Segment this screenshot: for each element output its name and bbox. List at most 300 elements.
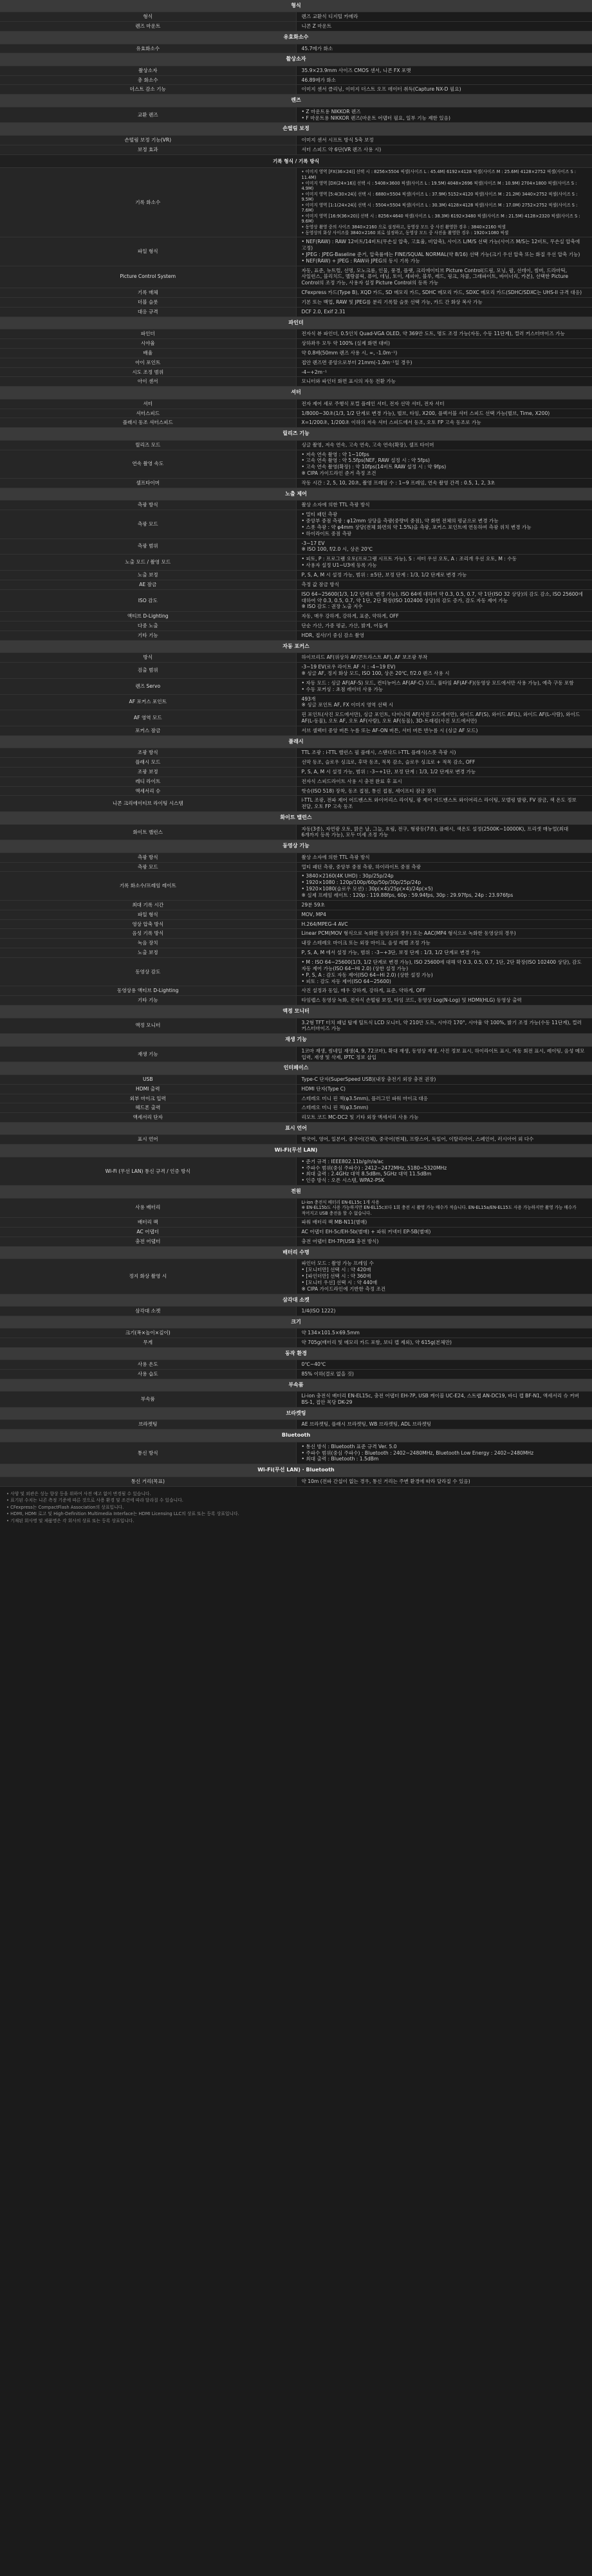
spec-value: 이미지 센서 클리닝, 이미지 더스트 오프 데이터 취득(Capture NX-D 필요) [296, 85, 592, 95]
spec-value: X=1/200초, 1/200초 이하의 저속 셔터 스피드에서 동조, 오토 FP 고속 동조로 가능 [296, 418, 592, 428]
spec-label: 기타 기능 [0, 996, 296, 1006]
spec-row [0, 367, 592, 377]
section-title: 노출 제어 [0, 488, 592, 500]
spec-value: • M : ISO 64~25600(1/3, 1/2 단계로 변경 가능), ISO 25600에 대해 약 0.3, 0.5, 0.7, 1단, 2단 확장(ISO 102400 상당), 감도 자동 제어 가능(ISO 64~Hi 2.0) (상한 설정 가능) • P, S, A : 감도 자동 제어(ISO 64~Hi 2.0) (상한 설정 가능) • 피토 : 감도 자동 제어(ISO 64~25600) [296, 958, 592, 986]
section-title: 기록 형식 / 기록 방식 [0, 154, 592, 168]
spec-value: • 이미지 영역 [FX(36×24)] 선택 시 : 8256×5504 픽셀(사이즈 L : 45.4M) 6192×4128 픽셀(사이즈 M : 25.6M) 4128×2752 픽셀(사이즈 S : 11.4M) • 이미지 영역 [DX(24×16)] 선택 시 : 5408×3600 픽셀(사이즈 L : 19.5M) 4048×2696 픽셀(사이즈 M : 10.9M) 2704×1800 픽셀(사이즈 S : 4.9M) • 이미지 영역 [5:4(30×24)] 선택 시 : 6880×5504 픽셀(사이즈 L : 37.9M) 5152×4120 픽셀(사이즈 M : 21.2M) 3440×2752 픽셀(사이즈 S : 9.5M) • 이미지 영역 [1:1(24×24)] 선택 시 : 5504×5504 픽셀(사이즈 L : 30.3M) 4128×4128 픽셀(사이즈 M : 17.0M) 2752×2752 픽셀(사이즈 S : 7.6M) • 이미지 영역 [16:9(36×20)] 선택 시 : 8256×4640 픽셀(사이즈 L : 38.3M) 6192×3480 픽셀(사이즈 M : 21.5M) 4128×2320 픽셀(사이즈 S : 9.6M) • 동영상 촬영 중의 사이즈 3840×2160 으로 설정하고, 동영상 모드 중 사진 촬영한 경우 : 3840×2160 픽셀 • 동영상의 화상 사이즈를 3840×2160 외로 설정하고, 동영상 모드 중 사진을 촬영한 경우 : 1920×1080 픽셀 [296, 168, 592, 237]
spec-value: • 통신 방식 : Bluetooth 표준 규격 Ver. 5.0 • 주파수 범위(중심 주파수) : Bluetooth : 2402~2480MHz, Bluetooth Low Energy : 2402~2480MHz • 최대 출력 : Bluetooth : 1.5dBm [296, 1442, 592, 1464]
section-title: 액정 모니터 [0, 1006, 592, 1018]
spec-value: 작동 시간 : 2, 5, 10, 20초, 촬영 프레임 수 : 1~9 프레임, 연속 촬영 간격 : 0.5, 1, 2, 3초 [296, 478, 592, 488]
spec-row [0, 1420, 592, 1430]
spec-row [0, 929, 592, 939]
spec-label: 액세서리 슈 [0, 786, 296, 796]
section-header [0, 840, 592, 852]
section-title: 촬상소자 [0, 53, 592, 66]
spec-row [0, 1094, 592, 1103]
spec-value: 선막 동조, 슬로우 싱크로, 후막 동조, 적목 감소, 슬로우 싱크로 + 적목 감소, OFF [296, 758, 592, 768]
spec-row [0, 266, 592, 288]
spec-row [0, 1018, 592, 1034]
spec-value: DCF 2.0, Exif 2.31 [296, 307, 592, 317]
spec-value: 싱글 촬영, 저속 연속, 고속 연속, 고속 연속(확장), 셀프 타이머 [296, 440, 592, 450]
spec-label: AE 잠금 [0, 580, 296, 589]
section-header [0, 0, 592, 12]
spec-row [0, 348, 592, 358]
section-header [0, 812, 592, 824]
spec-value: Li-ion 충전식 배터리 EN-EL15c, 충전 어댑터 EH-7P, USB 케이블 UC-E24, 스트랩 AN-DC19, 바디 캡 BF-N1, 액세서리 슈 커버 BS-1, 접안 목당 DK-29 [296, 1392, 592, 1408]
spec-row [0, 1392, 592, 1408]
spec-label: USB [0, 1074, 296, 1084]
spec-label: 렌즈 마운트 [0, 22, 296, 32]
spec-label: 시야율 [0, 339, 296, 349]
spec-label: 기타 기능 [0, 630, 296, 640]
spec-label: 릴리즈 모드 [0, 440, 296, 450]
spec-value: 한국어, 영어, 일본어, 중국어(간체), 중국어(번체), 프랑스어, 독일어, 이탈리아어, 스페인어, 러시아어 외 다수 [296, 1135, 592, 1145]
spec-row [0, 986, 592, 996]
section-title: 파인더 [0, 317, 592, 329]
spec-label: AC 어댑터 [0, 1228, 296, 1237]
spec-label: 더스트 감소 기능 [0, 85, 296, 95]
spec-label: 측광 범위 [0, 538, 296, 555]
spec-value: H.264/MPEG-4 AVC [296, 919, 592, 929]
spec-value: Li-ion 충전식 배터리 EN-EL15c 1개 사용 ※ EN-EL15b도 사용 가능하지만 EN-EL15c보다 1회 충전 시 촬영 가능 매수가 적습니다. EN-EL15a/EN-EL15도 사용 가능하지만 촬영 가능 매수가 적어지고 USB 충전을 할 수 없습니다. [296, 1198, 592, 1218]
spec-value: 단순 가산, 가중 평균, 가산, 밝게, 어둡게 [296, 621, 592, 631]
spec-value: • 멀티 패턴 측광 • 중앙부 중점 측광 : φ12mm 상당을 측광(중량비 중점), 약 화면 전체의 평균으로 변경 가능 • 스폿 측광 : 약 φ4mm 상당(전체 화면의 약 1.5%)을 측광, 포커스 포인트에 연동하여 측광 위치 변경 가능 • 하이라이트 중점 측광 [296, 510, 592, 538]
spec-row [0, 996, 592, 1006]
spec-row [0, 726, 592, 735]
section-title: 자동 포커스 [0, 640, 592, 652]
spec-row [0, 580, 592, 589]
spec-label: HDMI 출력 [0, 1084, 296, 1094]
section-title: 삼각대 소켓 [0, 1294, 592, 1306]
spec-label: 헤드폰 출력 [0, 1103, 296, 1113]
section-title: 크기 [0, 1316, 592, 1328]
spec-value: -3~17 EV ※ ISO 100, f/2.0 시, 상온 20℃ [296, 538, 592, 555]
section-title: 릴리즈 기능 [0, 428, 592, 440]
spec-label: 촬상소자 [0, 66, 296, 75]
spec-value: -4~+2m⁻¹ [296, 367, 592, 377]
spec-row [0, 135, 592, 145]
spec-label: 연속 촬영 속도 [0, 450, 296, 478]
spec-label: 대응 규격 [0, 307, 296, 317]
spec-row [0, 694, 592, 710]
spec-row [0, 872, 592, 900]
spec-label: 셔터스피드 [0, 409, 296, 418]
spec-label: ISO 감도 [0, 589, 296, 612]
spec-row [0, 777, 592, 786]
spec-value: MOV, MP4 [296, 910, 592, 919]
spec-row [0, 85, 592, 95]
spec-label: 동영상 감도 [0, 958, 296, 986]
spec-label: 시도 조정 범위 [0, 367, 296, 377]
spec-label: 녹음 장치 [0, 939, 296, 948]
spec-label: 사용 온도 [0, 1360, 296, 1370]
spec-label: AF 영역 모드 [0, 710, 296, 726]
spec-label: 파일 형식 [0, 910, 296, 919]
spec-value: 기본 또는 백업, RAW 및 JPEG를 분리 기록할 슬롯 선택 가능, 카드 간 화상 복사 가능 [296, 298, 592, 308]
spec-row [0, 409, 592, 418]
spec-value: 내장 스테레오 마이크 또는 외장 마이크, 음성 레벨 조정 가능 [296, 939, 592, 948]
section-title: Wi-Fi(무선 LAN) · Bluetooth [0, 1464, 592, 1477]
spec-row [0, 612, 592, 621]
spec-row [0, 796, 592, 812]
spec-value: 핀 포인트(사진 모드에서만), 싱글 포인트, 다이나믹 AF(사진 모드에서만), 와이드 AF(S), 와이드 AF(L), 와이드 AF(L-사람), 와이드 AF(L-동물), 오토 AF, 오토 AF(사람), 오토 AF(동물), 3D-트래킹(사진 모드에서만) [296, 710, 592, 726]
spec-row [0, 358, 592, 367]
spec-value: P, S, A, M 시 설정 가능, 범위 : ±5단, 보정 단계 : 1/3, 1/2 단계로 변경 가능 [296, 570, 592, 580]
spec-row [0, 66, 592, 75]
spec-label: 조광 보정 [0, 767, 296, 777]
spec-label: 파인더 [0, 329, 296, 339]
section-header [0, 1316, 592, 1328]
spec-row [0, 1084, 592, 1094]
spec-label: 노출 모드 / 촬영 모드 [0, 555, 296, 571]
spec-value: 전자식 뷰 파인더, 0.5인치 Quad-VGA OLED, 약 369만 도트, 명도 조정 가능(자동, 수동 11단계), 컬러 커스터마이즈 가능 [296, 329, 592, 339]
spec-value: 촬상 소자에 의한 TTL 측광 방식 [296, 852, 592, 862]
spec-label: 레디 라이트 [0, 777, 296, 786]
spec-row [0, 678, 592, 694]
spec-label: 재생 기능 [0, 1046, 296, 1062]
spec-row [0, 1135, 592, 1145]
spec-row [0, 900, 592, 910]
section-header [0, 1294, 592, 1306]
spec-value: • 자동 모드 : 싱글 AF(AF-S) 모드, 컨티뉴어스 AF(AF-C) 모드, 풀타임 AF(AF-F)(동영상 모드에서만 사용 가능), 예측 구동 포함 • 수동 포커싱 : 초점 레이더 사용 가능 [296, 678, 592, 694]
spec-value: 전자 제어 세로 주행식 포컬 플레인 셔터, 전자 선막 셔터, 전자 셔터 [296, 399, 592, 409]
spec-row [0, 786, 592, 796]
spec-row [0, 168, 592, 237]
spec-row [0, 288, 592, 298]
spec-row [0, 621, 592, 631]
spec-label: 포커스 잠금 [0, 726, 296, 735]
spec-value: 493개 ※ 싱글 포인트 AF, FX 이미지 영역 선택 시 [296, 694, 592, 710]
spec-value: Type-C 단자(SuperSpeed USB)(내장 충전기 외장 충전 권장) [296, 1074, 592, 1084]
spec-value: 약 705g(배터리 및 메모리 카드 포함, 보디 캡 제외), 약 615g(본체만) [296, 1338, 592, 1348]
spec-value: • Z 마운트용 NIKKOR 렌즈 • F 마운트용 NIKKOR 렌즈(마운트 어댑터 필요, 일부 기능 제한 있음) [296, 107, 592, 123]
spec-value: 3.2형 TFT 터치 패널 탑재 틸트식 LCD 모니터, 약 210만 도트, 시야각 170°, 시야율 약 100%, 밝기 조정 가능(수동 11단계), 컬러 커스터마이즈 가능 [296, 1018, 592, 1034]
spec-value: -3~19 EV(로우 라이트 AF 시 : -4~19 EV) ※ 싱글 AF, 정지 화상 모드, ISO 100, 상온 20℃, f/2.0 렌즈 사용 시 [296, 663, 592, 679]
spec-row [0, 710, 592, 726]
spec-value: 타임랩스 동영상 녹화, 전자식 손떨림 보정, 타임 코드, 동영상 Log(N-Log) 및 HDMI(HLG) 동영상 출력 [296, 996, 592, 1006]
spec-row [0, 1228, 592, 1237]
spec-label: 노출 보정 [0, 948, 296, 958]
section-title: 표시 언어 [0, 1123, 592, 1135]
spec-row [0, 910, 592, 919]
section-header [0, 387, 592, 399]
spec-label: 화이트 밸런스 [0, 824, 296, 840]
spec-row [0, 1360, 592, 1370]
spec-label: 손떨림 보정 기능(VR) [0, 135, 296, 145]
spec-label: 사용 배터리 [0, 1198, 296, 1218]
section-header [0, 1246, 592, 1258]
spec-value: ISO 64~25600(1/3, 1/2 단계로 변경 가능), ISO 64에 대하여 약 0.3, 0.5, 0.7, 약 1단(ISO 32 상당)의 감도 감소, ISO 25600에 대하여 약 0.3, 0.5, 0.7, 약 1단, 2단 확장(ISO 102400 상당)의 감도 증가, 감도 자동 제어 가능 ※ ISO 감도 : 권장 노출 지수 [296, 589, 592, 612]
spec-value: 46.89메가 화소 [296, 75, 592, 85]
spec-row [0, 1237, 592, 1246]
spec-label: 통신 방식 [0, 1442, 296, 1464]
spec-value: 파인더 모드 : 촬영 가능 프레임 수 • [모니터만] 선택 시 : 약 420매 • [파인더만] 선택 시 : 약 360매 • [모니터 우선] 선택 시 : 약 440매 ※ CIPA 가이드라인에 기반한 측정 조건 [296, 1259, 592, 1294]
section-title: Bluetooth [0, 1430, 592, 1442]
spec-label: 액세서리 단자 [0, 1113, 296, 1123]
spec-row [0, 478, 592, 488]
spec-row [0, 758, 592, 768]
spec-row [0, 237, 592, 266]
section-header [0, 1006, 592, 1018]
spec-label: 형식 [0, 12, 296, 22]
spec-label: 액티브 D-Lighting [0, 612, 296, 621]
spec-label: 브라켓팅 [0, 1420, 296, 1430]
spec-value: 0℃~40℃ [296, 1360, 592, 1370]
spec-value: 멀티 패턴 측광, 중앙부 중점 측광, 하이라이트 중점 측광 [296, 862, 592, 872]
spec-label: 측광 모드 [0, 862, 296, 872]
spec-label: 크기(폭×높이×깊이) [0, 1329, 296, 1338]
footnotes [0, 1487, 592, 1531]
spec-row [0, 1442, 592, 1464]
section-header [0, 123, 592, 135]
spec-label: 측광 방식 [0, 501, 296, 510]
section-header [0, 53, 592, 66]
spec-value: TTL 조광 : i-TTL 밸런스 필 플래시, 스탠다드 i-TTL 플래시(스폿 측광 시) [296, 748, 592, 758]
spec-row [0, 570, 592, 580]
spec-label: 정지 화상 촬영 시 [0, 1259, 296, 1294]
section-title: Wi-Fi(무선 LAN) [0, 1145, 592, 1157]
spec-value: HDR, 접사/기 중심 감소 촬영 [296, 630, 592, 640]
spec-value: 셔터 스피드 약 6단(VR 렌즈 사용 시) [296, 145, 592, 154]
spec-value: • 3840×2160(4K UHD) : 30p/25p/24p • 1920×1080 : 120p/100p/60p/50p/30p/25p/24p • 1920×1080(슬로우 모션) : 30p(×4)/25p(×4)/24p(×5) ※ 실제 프레임 레이트 : 120p : 119.88fps, 60p : 59.94fps, 30p : 29.97fps, 24p : 23.976fps [296, 872, 592, 900]
spec-label: 음성 기록 방식 [0, 929, 296, 939]
section-title: 유효화소수 [0, 32, 592, 44]
section-title: 셔터 [0, 387, 592, 399]
spec-row [0, 1046, 592, 1062]
section-header [0, 428, 592, 440]
spec-value: • NEF(RAW) : RAW 12비트/14비트(무손실 압축, 고효율, 비압축), 사이즈 L/M/S 선택 가능(사이즈 M/S는 12비트, 무손실 압축에 고정) • JPEG : JPEG-Baseline 준거, 압축률에는 FINE/SQUAL NORMAL(약 8/16) 선택 가능(크기 우선 압축 또는 화질 우선 압축 기능) • NEF(RAW) + JPEG : RAW와 JPEG의 동시 기록 가능 [296, 237, 592, 266]
footnote: • HDMI, HDMI 로고 및 High-Definition Multimedia Interface는 HDMI Licensing LLC의 상표 또는 등록 상표입니다. [6, 1511, 239, 1517]
spec-row [0, 1074, 592, 1084]
spec-value: 1코마 재생, 썸네일 재생(4, 9, 72코마), 확대 재생, 동영상 재생, 사진 정보 표시, 하이라이트 표시, 자동 회전 표시, 레이팅, 음성 메모 입력, 재생 및 삭제, IPTC 정보 삽입 [296, 1046, 592, 1062]
spec-label: 기록 화소수/프레임 레이트 [0, 872, 296, 900]
spec-row [0, 824, 592, 840]
section-title: 재생 기능 [0, 1034, 592, 1046]
spec-row [0, 1218, 592, 1228]
spec-row [0, 1157, 592, 1185]
section-header [0, 317, 592, 329]
spec-value: 45.7메가 화소 [296, 44, 592, 53]
spec-label: 검출 범위 [0, 663, 296, 679]
spec-label: 최대 기록 시간 [0, 900, 296, 910]
spec-value: 하이브리드 AF(위상차 AF/콘트라스트 AF), AF 보조광 부착 [296, 653, 592, 663]
section-header [0, 1186, 592, 1198]
spec-value: AE 브라켓팅, 플래시 브라켓팅, WB 브라켓팅, ADL 브라켓팅 [296, 1420, 592, 1430]
spec-value: AC 어댑터 EH-5c/EH-5b(별매) + 파워 커넥터 EP-5B(별매) [296, 1228, 592, 1237]
spec-label: 유효화소수 [0, 44, 296, 53]
section-header [0, 32, 592, 44]
spec-value: 29분 59초 [296, 900, 592, 910]
spec-row [0, 653, 592, 663]
section-title: 전원 [0, 1186, 592, 1198]
spec-label: 노출 보정 [0, 570, 296, 580]
spec-row [0, 12, 592, 22]
spec-label: 플래시 모드 [0, 758, 296, 768]
spec-label: 셀프타이머 [0, 478, 296, 488]
footnote: • 기재된 회사명 및 제품명은 각 회사의 상표 또는 등록 상표입니다. [6, 1518, 134, 1523]
spec-value: 약 10m (전파 간섭이 없는 경우, 통신 거리는 주변 환경에 따라 달라질 수 있음) [296, 1477, 592, 1486]
spec-row [0, 939, 592, 948]
spec-row [0, 501, 592, 510]
spec-row [0, 630, 592, 640]
section-title: 손떨림 보정 [0, 123, 592, 135]
spec-label: 외부 마이크 입력 [0, 1094, 296, 1103]
section-header [0, 1034, 592, 1046]
spec-value: 자동(3종), 자연광 오토, 맑은 날, 그늘, 흐림, 전구, 형광등(7종), 플래시, 색온도 설정(2500K~10000K), 프리셋 매뉴얼(최대 6개까지 등록 가능), 모두 미세 조정 가능 [296, 824, 592, 840]
spec-value: 1/4(ISO 1222) [296, 1306, 592, 1316]
section-header [0, 1464, 592, 1477]
section-header [0, 1408, 592, 1420]
spec-value: 1/8000~30초(1/3, 1/2 단계로 변경 가능), 벌브, 타임, X200, 플렉서블 셔터 스피드 선택 가능(벌브, Time, X200) [296, 409, 592, 418]
spec-value: 서브 셀렉터 중앙 버튼 누름 또는 AF-ON 버튼, 셔터 버튼 반누름 시 (싱글 AF 모드) [296, 726, 592, 735]
spec-row [0, 958, 592, 986]
section-header [0, 1347, 592, 1359]
spec-value: 약 0.8배(50mm 렌즈 사용 시, ∞, -1.0m⁻¹) [296, 348, 592, 358]
spec-label: 니콘 크리에이티브 라이팅 시스템 [0, 796, 296, 812]
spec-label: 기록 화소수 [0, 168, 296, 237]
spec-label: 충전 어댑터 [0, 1237, 296, 1246]
section-title: 브라켓팅 [0, 1408, 592, 1420]
section-title: 화이트 밸런스 [0, 812, 592, 824]
spec-value: P, S, A, M 시 설정 가능, 범위 : -3~+1단, 보정 단계 : 1/3, 1/2 단계로 변경 가능 [296, 767, 592, 777]
spec-label: 삼각대 소켓 [0, 1306, 296, 1316]
spec-row [0, 748, 592, 758]
section-header [0, 1062, 592, 1074]
spec-value: 약 134×101.5×69.5mm [296, 1329, 592, 1338]
spec-row [0, 862, 592, 872]
section-header [0, 1145, 592, 1157]
spec-value: 모니터와 파인더 화면 표시의 자동 전환 가능 [296, 377, 592, 387]
section-header [0, 1123, 592, 1135]
spec-row [0, 1259, 592, 1294]
spec-label: 조광 방식 [0, 748, 296, 758]
spec-label: 다중 노출 [0, 621, 296, 631]
spec-label: 파일 형식 [0, 237, 296, 266]
section-title: 형식 [0, 0, 592, 12]
section-title: 배터리 수명 [0, 1246, 592, 1258]
spec-value: CFexpress 카드(Type B), XQD 카드, SD 메모리 카드, SDHC 메모리 카드, SDXC 메모리 카드(SDHC/SDXC는 UHS-II 규격 대응) [296, 288, 592, 298]
spec-row [0, 399, 592, 409]
spec-value: 전자식 스피드라이트 사용 시 충전 완료 후 표시 [296, 777, 592, 786]
spec-row [0, 1338, 592, 1348]
section-header [0, 1430, 592, 1442]
spec-value: 스테레오 미니 핀 잭(φ3.5mm), 플러그인 파워 마이크 대응 [296, 1094, 592, 1103]
spec-label: 플래시 동조 셔터스피드 [0, 418, 296, 428]
spec-row [0, 948, 592, 958]
spec-value: HDMI 단자(Type C) [296, 1084, 592, 1094]
spec-value: 니콘 Z 마운트 [296, 22, 592, 32]
section-title: 플래시 [0, 735, 592, 748]
sub-header [0, 154, 592, 168]
spec-label: 영상 압축 방식 [0, 919, 296, 929]
spec-row [0, 298, 592, 308]
spec-row [0, 1103, 592, 1113]
spec-value: 35.9×23.9mm 사이즈 CMOS 센서, 니콘 FX 포맷 [296, 66, 592, 75]
spec-row [0, 44, 592, 53]
spec-label: 통신 거리(목표) [0, 1477, 296, 1486]
spec-label: 방식 [0, 653, 296, 663]
spec-row [0, 377, 592, 387]
spec-label: 무게 [0, 1338, 296, 1348]
spec-label: 액정 모니터 [0, 1018, 296, 1034]
spec-row [0, 107, 592, 123]
spec-value: 자동, 매우 강하게, 강하게, 표준, 약하게, OFF [296, 612, 592, 621]
spec-value: Linear PCM(MOV 형식으로 녹화한 동영상의 경우) 또는 AAC(MP4 형식으로 녹화한 동영상의 경우) [296, 929, 592, 939]
section-title: 동영상 기능 [0, 840, 592, 852]
spec-label: 아이 포인트 [0, 358, 296, 367]
spec-label: AF 포커스 포인트 [0, 694, 296, 710]
spec-label: 더블 슬롯 [0, 298, 296, 308]
footnote: • CFexpress는 CompactFlash Association의 상표입니다. [6, 1504, 124, 1510]
spec-value: 측정 값 잠금 방식 [296, 580, 592, 589]
spec-value: 사진 설정과 동일, 매우 강하게, 강하게, 표준, 약하게, OFF [296, 986, 592, 996]
spec-row [0, 450, 592, 478]
spec-label: Wi-Fi (무선 LAN) 통신 규격 / 인증 방식 [0, 1157, 296, 1185]
spec-label: 렌즈 Servo [0, 678, 296, 694]
spec-row [0, 1306, 592, 1316]
spec-row [0, 919, 592, 929]
spec-value: 자동, 표준, 뉴트럴, 선명, 모노크롬, 인물, 풍경, 플랫, 크리에이티브 Picture Control(드림, 모닝, 팝, 선데이, 썸버, 드라마틱, 사일런스, 블리치드, 멜랑콜릭, 퓨어, 데님, 토이, 세피아, 블루, 레드, 핑크, 차콜, 그래파이트, 바이너리, 카본), 선택한 Picture Control의 조정 가능, 사용자 설정 Picture Control의 등록 가능 [296, 266, 592, 288]
spec-row [0, 589, 592, 612]
section-header [0, 1379, 592, 1391]
spec-row [0, 767, 592, 777]
spec-value: 스테레오 미니 핀 잭(φ3.5mm) [296, 1103, 592, 1113]
spec-value: 파워 배터리 팩 MB-N11(별매) [296, 1218, 592, 1228]
spec-label: 표시 언어 [0, 1135, 296, 1145]
spec-label: 측광 모드 [0, 510, 296, 538]
spec-row [0, 1477, 592, 1486]
spec-label: 총 화소수 [0, 75, 296, 85]
section-header [0, 735, 592, 748]
spec-row [0, 440, 592, 450]
spec-value: 접안 렌즈면 중앙으로부터 21mm(-1.0m⁻¹일 경우) [296, 358, 592, 367]
spec-value: 촬상 소자에 의한 TTL 측광 방식 [296, 501, 592, 510]
spec-row [0, 329, 592, 339]
section-header [0, 488, 592, 500]
section-title: 부속품 [0, 1379, 592, 1391]
spec-row [0, 145, 592, 154]
spec-value: • 저속 연속 촬영 : 약 1~10fps • 고속 연속 촬영 : 약 5.5fps(NEF, RAW 설정 시 : 약 5fps) • 고속 연속 촬영(확장) : 약 10fps(14비트 RAW 설정 시 : 약 9fps) ※ CIPA 가이드라인 준거 측정 조건 [296, 450, 592, 478]
spec-label: 배율 [0, 348, 296, 358]
spec-value: 핫슈(ISO 518) 장착, 동조 접점, 통신 접점, 세이프티 잠금 장치 [296, 786, 592, 796]
spec-value: i-TTL 조광, 전파 제어 어드밴스트 와이어리스 라이팅, 광 제어 어드밴스트 와이어리스 라이팅, 모델링 발광, FV 잠금, 색 온도 정보 전달, 오토 FP 고속 동조 [296, 796, 592, 812]
spec-row [0, 418, 592, 428]
spec-label: Picture Control System [0, 266, 296, 288]
spec-value: 상하좌우 모두 약 100% (실제 화면 대비) [296, 339, 592, 349]
spec-row [0, 1329, 592, 1338]
spec-row [0, 538, 592, 555]
section-title: 렌즈 [0, 95, 592, 107]
section-title: 동작 환경 [0, 1347, 592, 1359]
spec-label: 보정 효과 [0, 145, 296, 154]
spec-row [0, 1370, 592, 1379]
spec-row [0, 663, 592, 679]
spec-row [0, 510, 592, 538]
footnote: • 사양 및 외관은 성능 향상 등을 위하여 사전 예고 없이 변경될 수 있습니다. [6, 1491, 151, 1496]
section-title: 인터페이스 [0, 1062, 592, 1074]
spec-row [0, 852, 592, 862]
spec-row [0, 339, 592, 349]
spec-label: 동영상용 액티브 D-Lighting [0, 986, 296, 996]
spec-value: 충전 어댑터 EH-7P(USB 충전 방식) [296, 1237, 592, 1246]
section-header [0, 640, 592, 652]
spec-row [0, 22, 592, 32]
spec-label: 셔터 [0, 399, 296, 409]
spec-row [0, 75, 592, 85]
spec-label: 아이 센서 [0, 377, 296, 387]
footnote: • 표기된 수치는 니콘 측정 기준에 따른 것으로 사용 환경 및 조건에 따라 달라질 수 있습니다. [6, 1498, 183, 1504]
spec-value: 이미지 센서 시프트 방식 5축 보정 [296, 135, 592, 145]
